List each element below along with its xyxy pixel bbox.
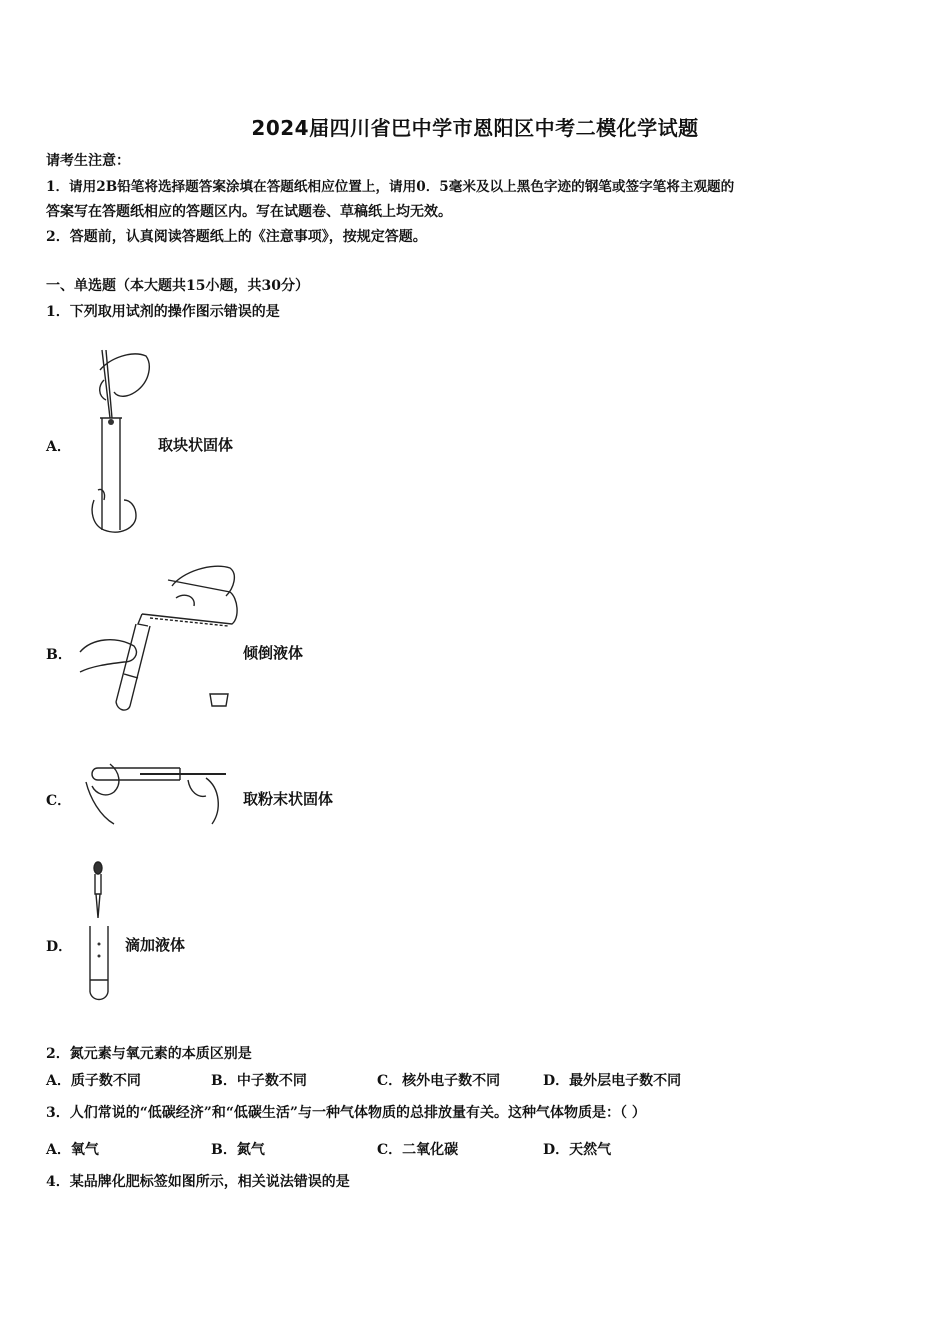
q1-option-a-caption: 取块状固体 (158, 436, 234, 454)
q2-option-a: A．质子数不同 (46, 1073, 141, 1089)
q1-option-d-caption: 滴加液体 (125, 936, 186, 954)
page-title: 2024届四川省巴中学市恩阳区中考二模化学试题 (251, 116, 699, 140)
question-4-stem: 4．某品牌化肥标签如图所示，相关说法错误的是 (46, 1174, 350, 1190)
notice-line-3: 2．答题前，认真阅读答题纸上的《注意事项》，按规定答题。 (46, 229, 427, 245)
q3-option-a: A．氧气 (46, 1142, 99, 1158)
q1-option-c-letter: C． (46, 793, 72, 809)
q1-option-c-figure (80, 758, 230, 830)
question-3-stem: 3．人们常说的“低碳经济”和“低碳生活”与一种气体物质的总排放量有关。这种气体物质是：（ ） (46, 1105, 646, 1121)
notice-line-1: 1．请用2B铅笔将选择题答案涂填在答题纸相应位置上，请用0．5毫米及以上黑色字迹的钢笔或签字笔将主观题的 (46, 179, 735, 195)
question-1-stem: 1．下列取用试剂的操作图示错误的是 (46, 304, 280, 320)
q1-option-c-caption: 取粉末状固体 (243, 790, 334, 808)
q2-option-c: C．核外电子数不同 (377, 1073, 501, 1089)
q1-option-b-figure (72, 562, 242, 712)
notice-line-2: 答案写在答题纸相应的答题区内。写在试题卷、草稿纸上均无效。 (46, 204, 452, 220)
q2-option-d: D．最外层电子数不同 (543, 1073, 682, 1089)
question-2-stem: 2．氮元素与氧元素的本质区别是 (46, 1046, 252, 1062)
section-heading: 一、单选题（本大题共15小题，共30分） (46, 278, 309, 294)
q1-option-a-figure (80, 340, 160, 535)
q1-option-b-letter: B． (46, 647, 72, 663)
q3-option-b: B．氮气 (211, 1142, 265, 1158)
q2-option-b: B．中子数不同 (211, 1073, 307, 1089)
notice-heading: 请考生注意： (46, 153, 130, 169)
q3-option-d: D．天然气 (543, 1142, 612, 1158)
q1-option-d-figure (84, 860, 124, 1005)
q1-option-a-letter: A． (46, 439, 71, 455)
q1-option-d-letter: D． (46, 939, 73, 955)
q1-option-b-caption: 倾倒液体 (243, 644, 304, 662)
q3-option-c: C．二氧化碳 (377, 1142, 459, 1158)
